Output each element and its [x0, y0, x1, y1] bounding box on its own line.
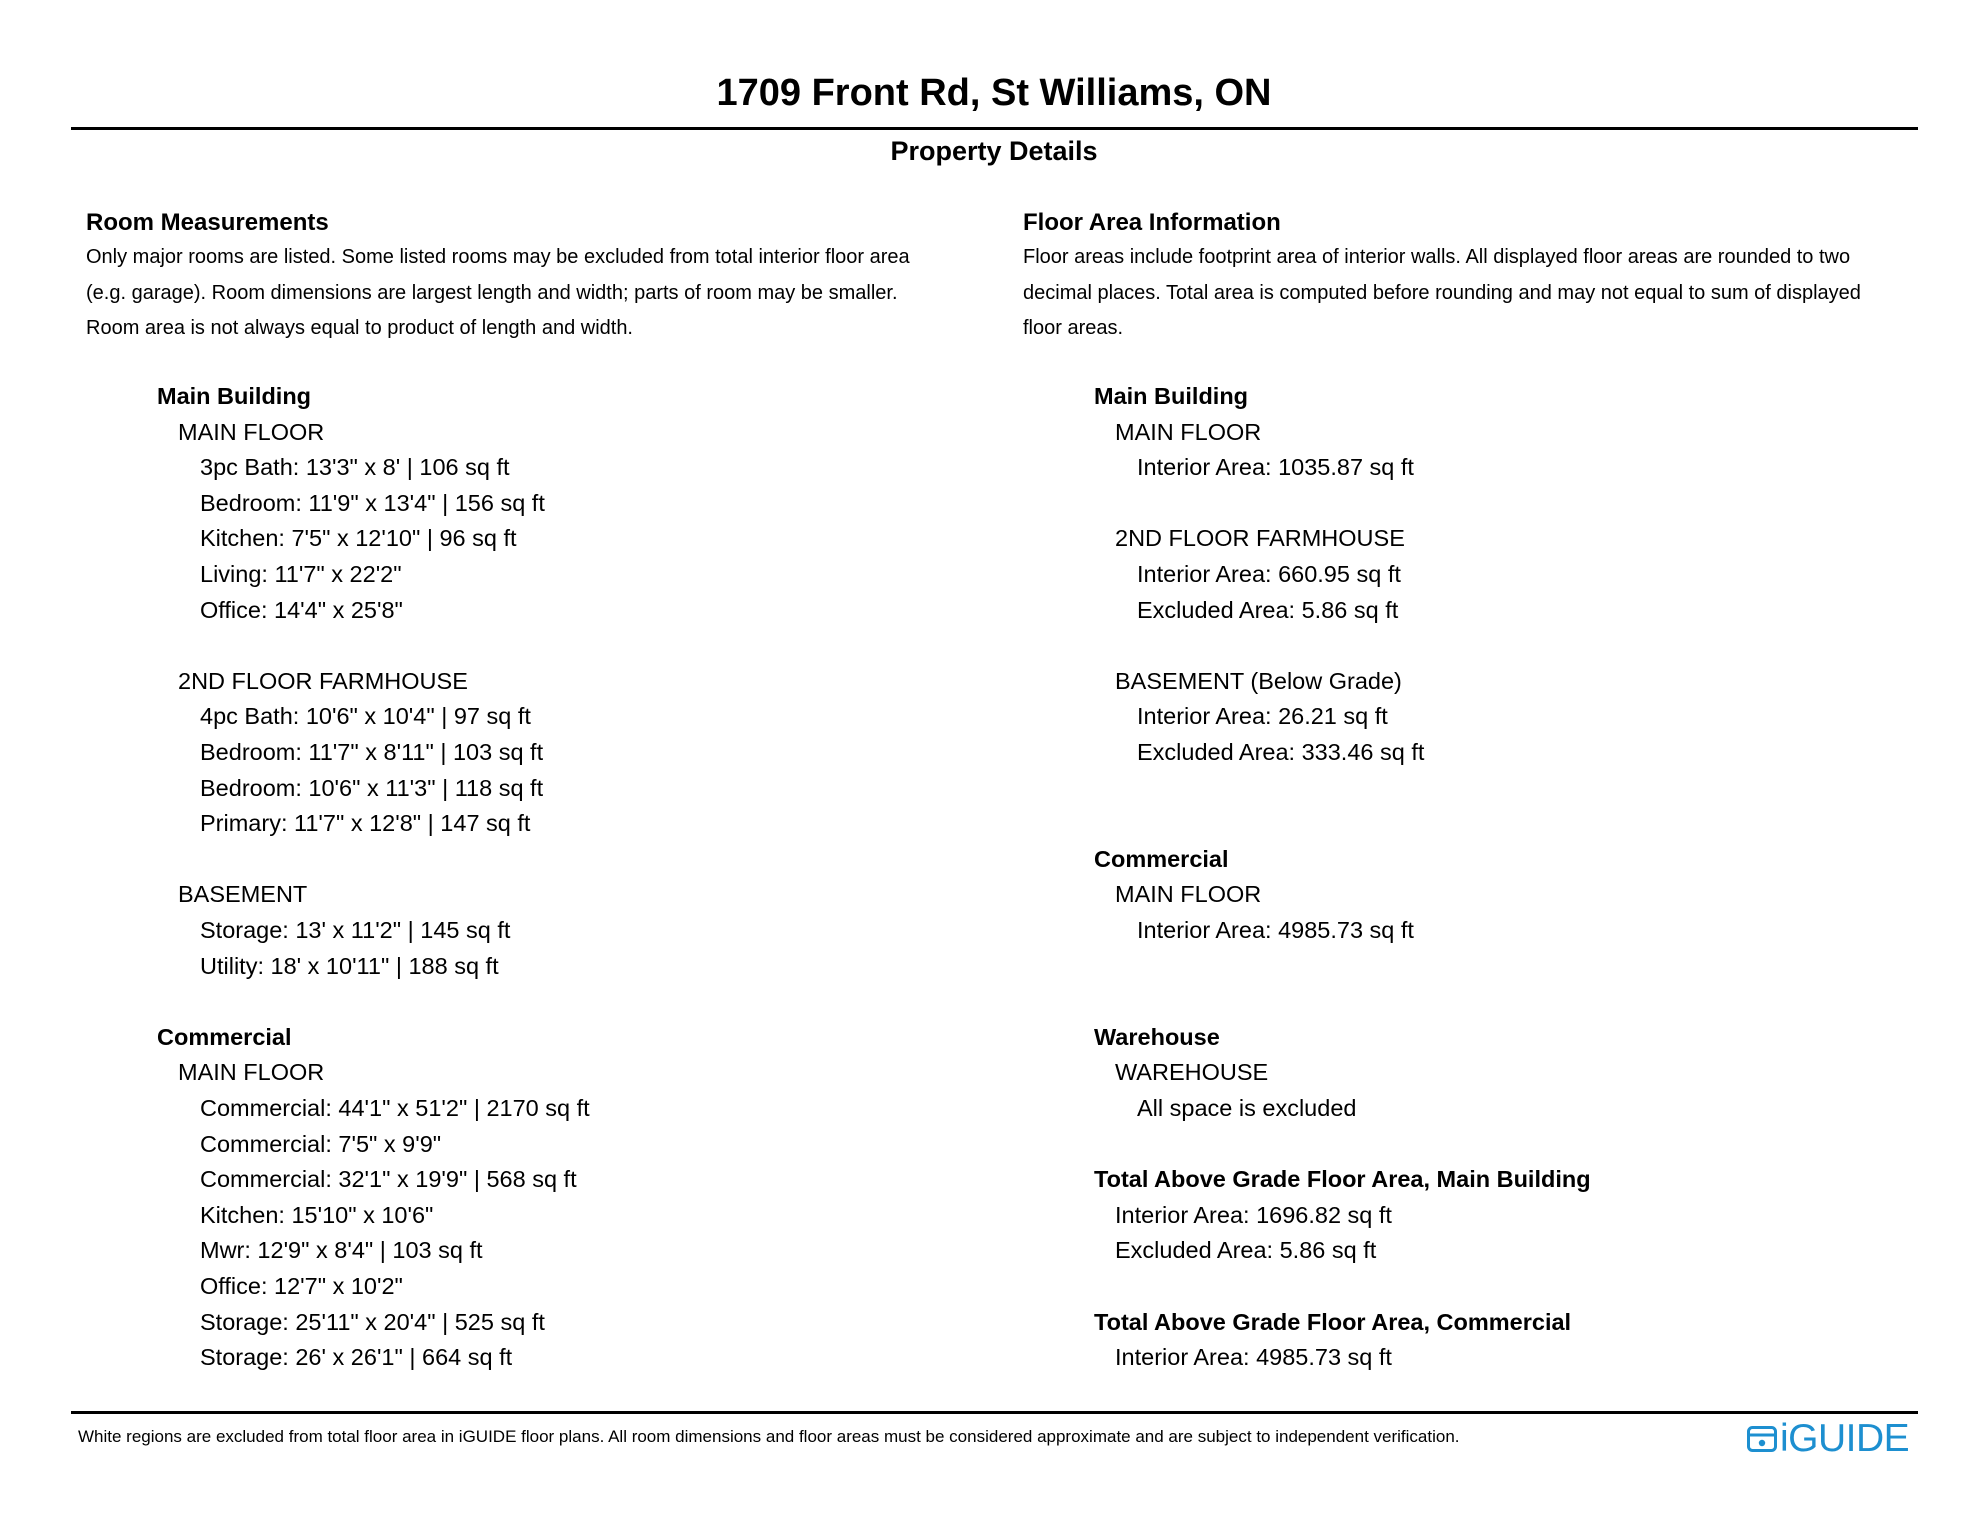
room-entry: Utility: 18' x 10'11" | 188 sq ft [200, 952, 499, 979]
floor-name: WAREHOUSE [1115, 1059, 1269, 1086]
area-entry: Excluded Area: 5.86 sq ft [1137, 596, 1399, 623]
area-entry: Interior Area: 4985.73 sq ft [1137, 917, 1414, 944]
area-entry: All space is excluded [1137, 1094, 1357, 1121]
intro-line: Room area is not always equal to product of length and width. [86, 317, 633, 340]
intro-line: decimal places. Total area is computed before rounding and may not equal to sum of displayed [1023, 281, 1861, 304]
room-entry: Storage: 26' x 26'1" | 664 sq ft [200, 1344, 513, 1371]
room-measurements-column [86, 206, 986, 1376]
footer-note: White regions are excluded from total floor area in iGUIDE floor plans. All room dimensions and floor areas must be considered approximate and are subject to independent verification. [78, 1427, 1460, 1446]
total-entry: Interior Area: 4985.73 sq ft [1115, 1344, 1392, 1371]
iguide-logo-mark-icon [1746, 1423, 1778, 1455]
total-entry: Excluded Area: 5.86 sq ft [1115, 1237, 1377, 1264]
spacer [1094, 806, 1928, 842]
floor-name: BASEMENT (Below Grade) [1115, 667, 1402, 694]
spacer [157, 984, 986, 1020]
spacer [157, 842, 986, 878]
spacer [1094, 984, 1928, 1020]
room-entry: Commercial: 44'1" x 51'2" | 2170 sq ft [200, 1094, 590, 1121]
room-measurements-intro [86, 240, 986, 347]
spacer [157, 628, 986, 664]
room-entry: Storage: 25'11" x 20'4" | 525 sq ft [200, 1308, 545, 1335]
spacer [1094, 1127, 1928, 1163]
floor-area-intro [1023, 240, 1928, 347]
building-name: Main Building [157, 383, 312, 410]
room-entry: Bedroom: 10'6" x 11'3" | 118 sq ft [200, 774, 544, 801]
room-entry: Office: 12'7" x 10'2" [200, 1272, 403, 1299]
room-entry: Kitchen: 15'10" x 10'6" [200, 1201, 434, 1228]
floor-area-heading: Floor Area Information [1023, 209, 1281, 236]
iguide-logo-text: iGUIDE [1780, 1417, 1910, 1460]
floor-name: MAIN FLOOR [1115, 418, 1262, 445]
building-name: Commercial [1094, 845, 1229, 872]
floor-area-list [1023, 379, 1928, 1376]
building-name: Warehouse [1094, 1023, 1220, 1050]
room-entry: Living: 11'7" x 22'2" [200, 561, 402, 588]
area-entry: Interior Area: 1035.87 sq ft [1137, 454, 1414, 481]
floor-name: 2ND FLOOR FARMHOUSE [178, 667, 468, 694]
building-name: Main Building [1094, 383, 1249, 410]
spacer [1094, 1269, 1928, 1305]
room-entry: 3pc Bath: 13'3" x 8' | 106 sq ft [200, 454, 510, 481]
page-subtitle: Property Details [890, 136, 1098, 166]
room-list [86, 379, 986, 1376]
intro-line: floor areas. [1023, 317, 1124, 340]
room-entry: Office: 14'4" x 25'8" [200, 596, 403, 623]
title-rule [71, 127, 1918, 130]
area-entry: Excluded Area: 333.46 sq ft [1137, 739, 1425, 766]
floor-name: MAIN FLOOR [178, 1059, 325, 1086]
spacer [1094, 486, 1928, 522]
room-measurements-heading: Room Measurements [86, 209, 329, 236]
spacer [1094, 771, 1928, 807]
iguide-logo [1746, 1419, 1909, 1459]
footer-rule [71, 1411, 1918, 1414]
floor-name: BASEMENT [178, 881, 308, 908]
room-entry: Commercial: 7'5" x 9'9" [200, 1130, 442, 1157]
intro-line: Floor areas include footprint area of interior walls. All displayed floor areas are rounded to two [1023, 246, 1851, 268]
intro-line: (e.g. garage). Room dimensions are largest length and width; parts of room may be smaller. [86, 281, 898, 304]
room-entry: Bedroom: 11'7" x 8'11" | 103 sq ft [200, 739, 544, 766]
room-entry: Storage: 13' x 11'2" | 145 sq ft [200, 917, 511, 944]
building-name: Commercial [157, 1023, 292, 1050]
room-entry: Kitchen: 7'5" x 12'10" | 96 sq ft [200, 525, 517, 552]
room-entry: 4pc Bath: 10'6" x 10'4" | 97 sq ft [200, 703, 531, 730]
area-entry: Interior Area: 660.95 sq ft [1137, 561, 1401, 588]
room-entry: Primary: 11'7" x 12'8" | 147 sq ft [200, 810, 531, 837]
area-entry: Interior Area: 26.21 sq ft [1137, 703, 1388, 730]
spacer [1094, 949, 1928, 985]
room-entry: Commercial: 32'1" x 19'9" | 568 sq ft [200, 1166, 577, 1193]
room-entry: Bedroom: 11'9" x 13'4" | 156 sq ft [200, 489, 545, 516]
page-title: 1709 Front Rd, St Williams, ON [716, 72, 1272, 114]
total-heading: Total Above Grade Floor Area, Main Building [1094, 1166, 1591, 1193]
floor-name: MAIN FLOOR [178, 418, 325, 445]
total-entry: Interior Area: 1696.82 sq ft [1115, 1201, 1392, 1228]
intro-line: Only major rooms are listed. Some listed rooms may be excluded from total interior floor area [86, 246, 910, 268]
floor-name: 2ND FLOOR FARMHOUSE [1115, 525, 1405, 552]
floor-area-column [1023, 206, 1928, 1376]
room-entry: Mwr: 12'9" x 8'4" | 103 sq ft [200, 1237, 483, 1264]
spacer [1094, 628, 1928, 664]
total-heading: Total Above Grade Floor Area, Commercial [1094, 1308, 1572, 1335]
floor-name: MAIN FLOOR [1115, 881, 1262, 908]
